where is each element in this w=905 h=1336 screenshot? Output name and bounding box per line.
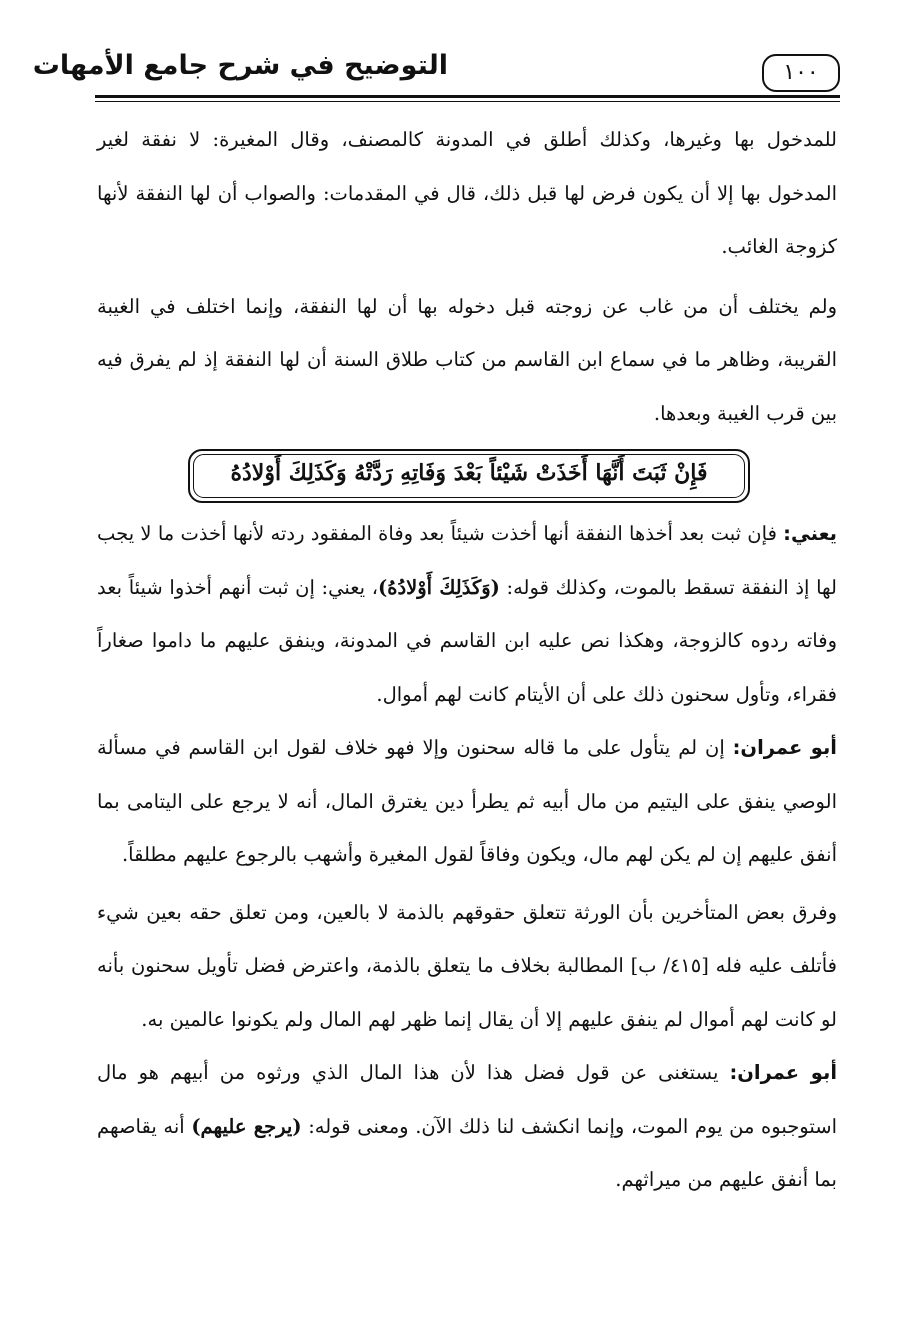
paragraph-1: للمدخول بها وغيرها، وكذلك أطلق في المدونة كالمصنف، وقال المغيرة: لا نفقة لغير المدخول بها إلا أن يكون فرض لها قبل ذلك، قال في المقدمات: والصواب أن لها النفقة لأنها كزوجة الغائب.: [97, 128, 837, 258]
paragraph-4: [97, 721, 837, 882]
inline-quote: (يرجع عليهم): [191, 1114, 302, 1138]
paragraph-text: يستغنى عن قول فضل هذا لأن هذا المال الذي ورثوه من أبيهم هو مال استوجبوه من يوم الموت، وإنما انكشف لنا ذلك الآن. ومعنى قوله:: [97, 1061, 837, 1138]
header-rule: [95, 95, 840, 98]
inline-quote: (وَكَذَلِكَ أَوْلادُهُ): [378, 575, 500, 599]
paragraph-text: فإن ثبت بعد أخذها النفقة أنها أخذت شيئاً بعد وفاة المفقود ردته لأنها أخذت ما لا يجب لها إذ النفقة تسقط بالموت، وكذلك قوله:: [97, 522, 837, 599]
header-rule-thin: [95, 101, 840, 102]
paragraph-label: أبو عمران:: [732, 736, 837, 759]
text-block-lower: [97, 507, 837, 1207]
verse-text: فَإِنْ ثَبَتَ أَنَّهَا أَخَذَتْ شَيْئاً بَعْدَ وَفَاتِهِ رَدَّتْهُ وَكَذَلِكَ أَوْلادُهُ: [230, 460, 708, 486]
paragraph-3: [97, 507, 837, 721]
running-header: [32, 50, 840, 102]
paragraph-6: [97, 1046, 837, 1207]
paragraph-text: أنه يقاصهم بما أنفق عليهم من ميراثهم.: [97, 1114, 837, 1191]
page-number: ١٠٠: [762, 54, 840, 92]
text-block-upper: [97, 113, 837, 440]
paragraph-5: وفرق بعض المتأخرين بأن الورثة تتعلق حقوقهم بالذمة لا بالعين، ومن تعلق حقه بعين شيء فأتلف عليه فله [٤١٥/ ب] المطالبة بخلاف ما يتعلق بالذمة، واعترض فضل تأويل سحنون بأنه لو كانت لهم أموال لم ينفق عليهم إلا أن يقال إنما ظهر لهم المال ولم يكونوا عالمين به.: [97, 900, 837, 1031]
paragraph-2: ولم يختلف أن من غاب عن زوجته قبل دخوله بها أن لها النفقة، وإنما اختلف في الغيبة القريبة، وظاهر ما في سماع ابن القاسم من كتاب طلاق السنة أن لها النفقة إذ لم يفرق فيه بين قرب الغيبة وبعدها.: [97, 294, 837, 425]
paragraph-label: أبو عمران:: [729, 1061, 837, 1084]
book-title: التوضيح في شرح جامع الأمهات: [32, 50, 448, 81]
paragraph-text: إن لم يتأول على ما قاله سحنون وإلا فهو خلاف لقول ابن القاسم في مسألة الوصي ينفق على اليتيم من مال أبيه ثم يطرأ دين يغترق المال، أنه لا يرجع على اليتامى بما أنفق عليهم إن لم يكن لهم مال، ويكون وفاقاً لقول المغيرة وأشهب بالرجوع عليهم مطلقاً.: [97, 736, 837, 866]
paragraph-text: ، يعني: إن ثبت أنهم أخذوا شيئاً بعد وفاته ردوه كالزوجة، وهكذا نص عليه ابن القاسم في المدونة، وينفق عليهم ما داموا صغاراً فقراء، وتأول سحنون ذلك على أن الأيتام كانت لهم أموال.: [97, 575, 837, 706]
verse-box: [188, 449, 750, 503]
paragraph-label: يعني:: [783, 522, 837, 545]
